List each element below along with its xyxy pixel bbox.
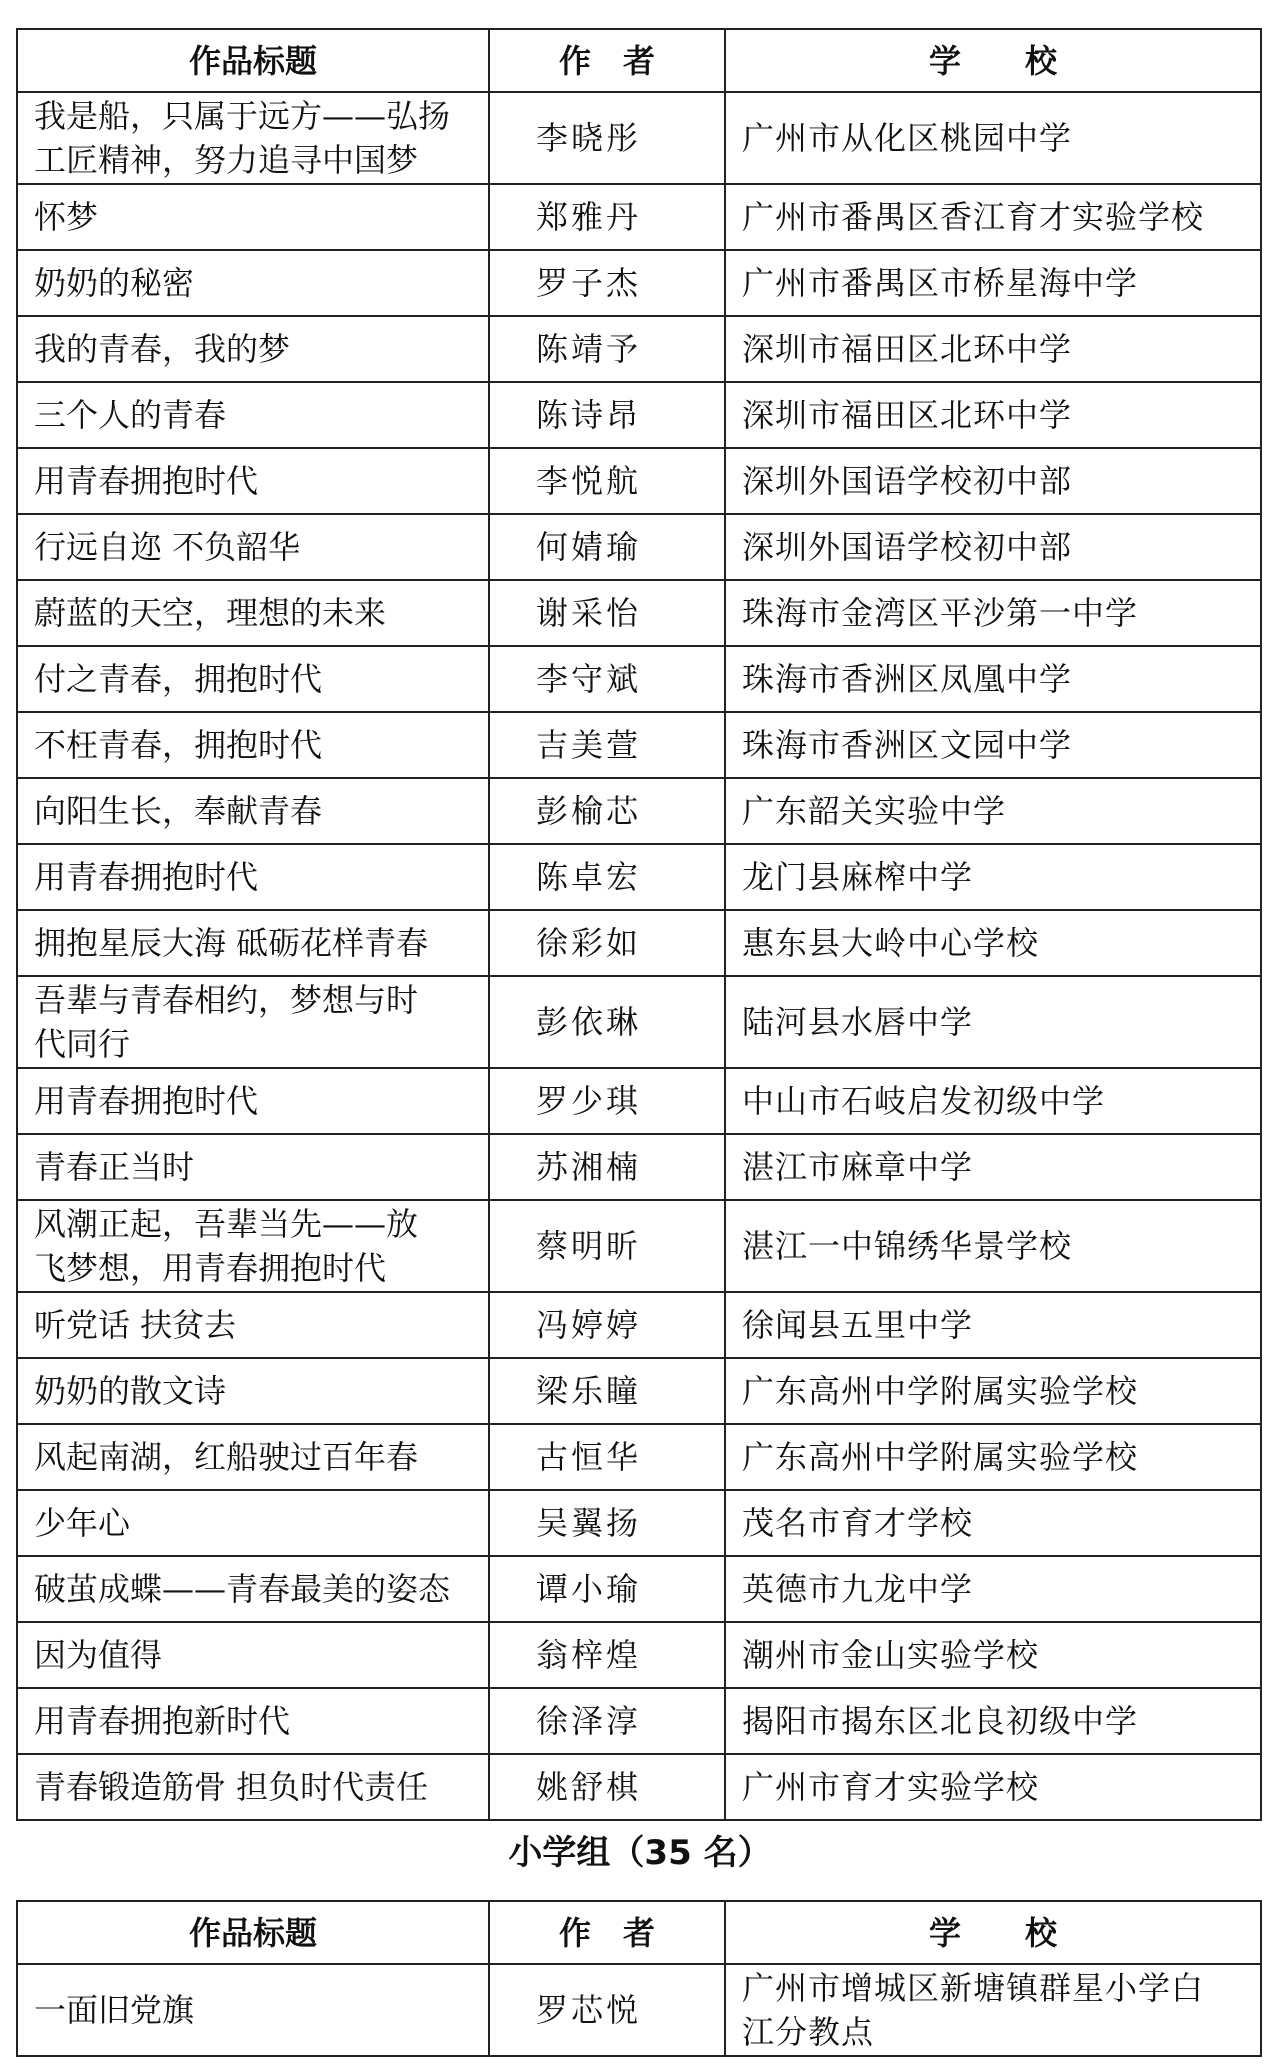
- cell-title: 用青春拥抱新时代: [17, 1688, 489, 1754]
- cell-title: 我的青春，我的梦: [17, 316, 489, 382]
- cell-school: 龙门县麻榨中学: [725, 844, 1261, 910]
- table-row: [17, 1556, 1261, 1622]
- cell-title-line: 风潮正起，吾辈当先——放: [34, 1205, 419, 1243]
- table-row: [17, 1622, 1261, 1688]
- cell-author: 陈卓宏: [489, 844, 725, 910]
- cell-school: 茂名市育才学校: [725, 1490, 1261, 1556]
- cell-school: 广东韶关实验中学: [725, 778, 1261, 844]
- cell-author: 徐彩如: [489, 910, 725, 976]
- cell-author: 罗少琪: [489, 1068, 725, 1134]
- cell-school: 深圳市福田区北环中学: [725, 382, 1261, 448]
- cell-school: 广州市从化区桃园中学: [725, 92, 1261, 184]
- cell-title: 青春锻造筋骨 担负时代责任: [17, 1754, 489, 1820]
- table-row: [17, 1688, 1261, 1754]
- cell-author: 彭依琳: [489, 976, 725, 1068]
- header-school: 学 校: [725, 1901, 1261, 1964]
- cell-school: 湛江一中锦绣华景学校: [725, 1200, 1261, 1292]
- table-row: [17, 844, 1261, 910]
- cell-author: 翁梓煌: [489, 1622, 725, 1688]
- header-author: 作 者: [489, 1901, 725, 1964]
- cell-author: 吉美萱: [489, 712, 725, 778]
- table-row: [17, 976, 1261, 1068]
- header-title: 作品标题: [17, 29, 489, 92]
- cell-author: 陈靖予: [489, 316, 725, 382]
- table-row: [17, 1068, 1261, 1134]
- cell-school: 湛江市麻章中学: [725, 1134, 1261, 1200]
- table-row: [17, 1358, 1261, 1424]
- cell-school: 揭阳市揭东区北良初级中学: [725, 1688, 1261, 1754]
- cell-title: 用青春拥抱时代: [17, 1068, 489, 1134]
- table-row: [17, 712, 1261, 778]
- cell-author: 彭榆芯: [489, 778, 725, 844]
- cell-school: 深圳外国语学校初中部: [725, 448, 1261, 514]
- cell-author: 罗子杰: [489, 250, 725, 316]
- table-header-row: [17, 29, 1261, 92]
- cell-school: 广州市番禺区香江育才实验学校: [725, 184, 1261, 250]
- cell-author: 吴翼扬: [489, 1490, 725, 1556]
- cell-school: 广东高州中学附属实验学校: [725, 1358, 1261, 1424]
- cell-school: 广东高州中学附属实验学校: [725, 1424, 1261, 1490]
- table-row: [17, 1292, 1261, 1358]
- cell-title: [17, 1200, 489, 1292]
- cell-title: 拥抱星辰大海 砥砺花样青春: [17, 910, 489, 976]
- cell-title: 三个人的青春: [17, 382, 489, 448]
- cell-author: 苏湘楠: [489, 1134, 725, 1200]
- cell-author: 郑雅丹: [489, 184, 725, 250]
- table-row: [17, 514, 1261, 580]
- cell-school: 陆河县水唇中学: [725, 976, 1261, 1068]
- table-row: [17, 316, 1261, 382]
- cell-title: 因为值得: [17, 1622, 489, 1688]
- table-row: [17, 1490, 1261, 1556]
- cell-title-line: 工匠精神，努力追寻中国梦: [34, 141, 419, 179]
- cell-title-line: 我是船，只属于远方——弘扬: [34, 97, 451, 135]
- table-body: [17, 92, 1261, 1820]
- table-row: [17, 646, 1261, 712]
- cell-author: 梁乐瞳: [489, 1358, 725, 1424]
- cell-author: 何婧瑜: [489, 514, 725, 580]
- table-row: [17, 1200, 1261, 1292]
- cell-author: 李晓彤: [489, 92, 725, 184]
- cell-title: [17, 92, 489, 184]
- cell-title-line: 代同行: [34, 1025, 131, 1063]
- cell-school: 广州市育才实验学校: [725, 1754, 1261, 1820]
- cell-school-line: 广州市增城区新塘镇群星小学白: [742, 1969, 1205, 2007]
- cell-title: 奶奶的秘密: [17, 250, 489, 316]
- cell-author: 古恒华: [489, 1424, 725, 1490]
- cell-title: 用青春拥抱时代: [17, 448, 489, 514]
- table-row: [17, 580, 1261, 646]
- cell-title: 青春正当时: [17, 1134, 489, 1200]
- cell-title-line: 吾辈与青春相约，梦想与时: [34, 981, 419, 1019]
- cell-author: 谭小瑜: [489, 1556, 725, 1622]
- cell-school: [725, 1964, 1261, 2056]
- table-row: [17, 1424, 1261, 1490]
- cell-title: 行远自迩 不负韶华: [17, 514, 489, 580]
- award-table-middle-school: [16, 28, 1262, 1821]
- cell-author: 李守斌: [489, 646, 725, 712]
- cell-school: 徐闻县五里中学: [725, 1292, 1261, 1358]
- cell-school: 英德市九龙中学: [725, 1556, 1261, 1622]
- cell-title: 听党话 扶贫去: [17, 1292, 489, 1358]
- cell-school: 广州市番禺区市桥星海中学: [725, 250, 1261, 316]
- cell-title: 一面旧党旗: [17, 1964, 489, 2056]
- cell-title: [17, 976, 489, 1068]
- cell-title: 破茧成蝶——青春最美的姿态: [17, 1556, 489, 1622]
- cell-title: 奶奶的散文诗: [17, 1358, 489, 1424]
- table-row: [17, 92, 1261, 184]
- table-row: [17, 448, 1261, 514]
- cell-title: 蔚蓝的天空，理想的未来: [17, 580, 489, 646]
- cell-school: 深圳市福田区北环中学: [725, 316, 1261, 382]
- cell-school: 潮州市金山实验学校: [725, 1622, 1261, 1688]
- section-heading-primary: 小学组（35 名）: [508, 1833, 772, 1873]
- cell-author: 徐泽淳: [489, 1688, 725, 1754]
- table-row: [17, 1754, 1261, 1820]
- cell-title: 少年心: [17, 1490, 489, 1556]
- cell-title: 不枉青春，拥抱时代: [17, 712, 489, 778]
- table-header-row: [17, 1901, 1261, 1964]
- cell-school: 珠海市香洲区文园中学: [725, 712, 1261, 778]
- cell-school: 深圳外国语学校初中部: [725, 514, 1261, 580]
- cell-author: 蔡明昕: [489, 1200, 725, 1292]
- table-row: [17, 778, 1261, 844]
- cell-author: 罗芯悦: [489, 1964, 725, 2056]
- table-row: [17, 250, 1261, 316]
- header-title: 作品标题: [17, 1901, 489, 1964]
- cell-school: 惠东县大岭中心学校: [725, 910, 1261, 976]
- cell-title: 付之青春，拥抱时代: [17, 646, 489, 712]
- cell-school: 中山市石岐启发初级中学: [725, 1068, 1261, 1134]
- cell-author: 陈诗昂: [489, 382, 725, 448]
- cell-author: 李悦航: [489, 448, 725, 514]
- cell-school: 珠海市香洲区凤凰中学: [725, 646, 1261, 712]
- cell-school-line: 江分教点: [742, 2013, 875, 2051]
- table-row: [17, 184, 1261, 250]
- cell-author: 冯婷婷: [489, 1292, 725, 1358]
- cell-title: 向阳生长，奉献青春: [17, 778, 489, 844]
- cell-title: 用青春拥抱时代: [17, 844, 489, 910]
- cell-title: 风起南湖，红船驶过百年春: [17, 1424, 489, 1490]
- header-school: 学 校: [725, 29, 1261, 92]
- cell-title: 怀梦: [17, 184, 489, 250]
- cell-school: 珠海市金湾区平沙第一中学: [725, 580, 1261, 646]
- table-body: [17, 1964, 1261, 2056]
- cell-author: 姚舒棋: [489, 1754, 725, 1820]
- table-row: [17, 910, 1261, 976]
- header-author: 作 者: [489, 29, 725, 92]
- cell-author: 谢采怡: [489, 580, 725, 646]
- cell-title-line: 飞梦想，用青春拥抱时代: [34, 1249, 387, 1287]
- table-row: [17, 382, 1261, 448]
- table-row: [17, 1134, 1261, 1200]
- award-table-primary-school: [16, 1900, 1262, 2057]
- table-row: [17, 1964, 1261, 2056]
